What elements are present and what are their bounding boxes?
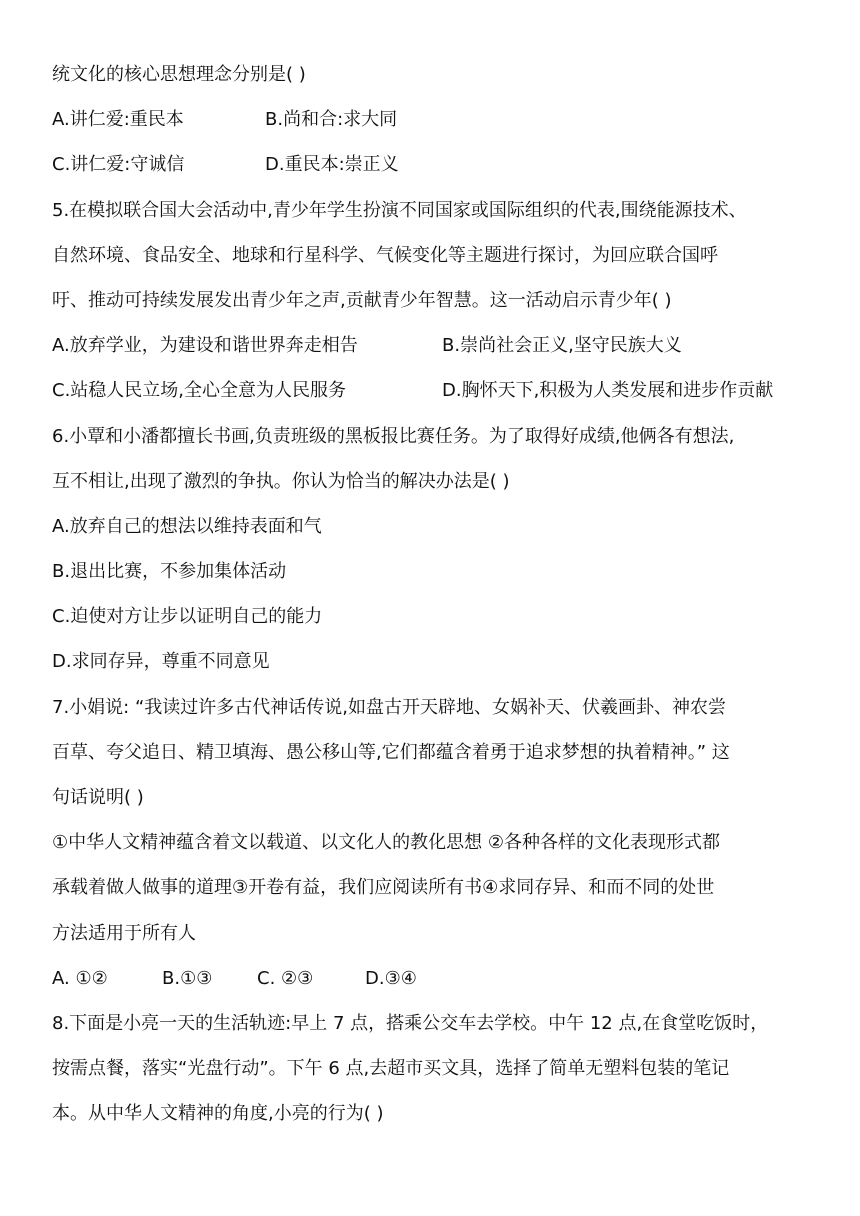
q4-option-c: C.讲仁爱:守诚信 (52, 154, 185, 176)
q5-options-row-1 (52, 323, 832, 368)
q7-option-b: B.①③ (162, 967, 213, 989)
q5-option-a: A.放弃学业，为建设和谐世界奔走相告 (52, 335, 358, 357)
q7-statements-line-2: 承载着做人做事的道理③开卷有益，我们应阅读所有书④求同存异、和而不同的处世 (52, 877, 715, 899)
q5-option-c: C.站稳人民立场,全心全意为人民服务 (52, 380, 347, 402)
q7-option-d: D.③④ (365, 967, 417, 989)
q5-stem-line-2: 自然环境、食品安全、地球和行星科学、气候变化等主题进行探讨，为回应联合国呼 (52, 244, 718, 266)
q5-stem-line-1: 5.在模拟联合国大会活动中,青少年学生扮演不同国家或国际组织的代表,围绕能源技术、 (52, 199, 747, 221)
document-page (52, 52, 832, 1137)
q7-stem-line-2: 百草、夸父追日、精卫填海、愚公移山等,它们都蕴含着勇于追求梦想的执着精神。” 这 (52, 741, 730, 763)
q8-stem-line-2: 按需点餐，落实“光盘行动”。下午 6 点,去超市买文具，选择了简单无塑料包装的笔记 (52, 1058, 730, 1080)
q7-option-c: C. ②③ (257, 967, 314, 989)
q4-option-d: D.重民本:崇正义 (265, 154, 399, 176)
q7-statements-line-1: ①中华人文精神蕴含着文以载道、以文化人的教化思想 ②各种各样的文化表现形式都 (52, 832, 720, 854)
q8-stem-line-1: 8.下面是小亮一天的生活轨迹:早上 7 点，搭乘公交车去学校。中午 12 点,在食堂吃饭时， (52, 1012, 769, 1034)
q4-options-row-1 (52, 97, 832, 142)
q4-stem-end: 统文化的核心思想理念分别是( ) (52, 64, 306, 85)
q6-stem-line-2: 互不相让,出现了激烈的争执。你认为恰当的解决办法是( ) (52, 470, 510, 492)
q7-options-row (52, 956, 832, 1001)
q5-option-d: D.胸怀天下,积极为人类发展和进步作贡献 (442, 380, 774, 402)
q5-option-b: B.崇尚社会正义,坚守民族大义 (442, 335, 682, 357)
q6-option-a: A.放弃自己的想法以维持表面和气 (52, 515, 322, 537)
q6-option-d: D.求同存异，尊重不同意见 (52, 651, 270, 673)
q4-option-b: B.尚和合:求大同 (265, 109, 398, 131)
q6-option-b: B.退出比赛，不参加集体活动 (52, 561, 287, 583)
q5-stem-line-3: 吁、推动可持续发展发出青少年之声,贡献青少年智慧。这一活动启示青少年( ) (52, 289, 672, 311)
q6-option-c: C.迫使对方让步以证明自己的能力 (52, 606, 323, 628)
q8-stem-line-3: 本。从中华人文精神的角度,小亮的行为( ) (52, 1103, 384, 1125)
q4-option-a: A.讲仁爱:重民本 (52, 109, 184, 131)
q6-stem-line-1: 6.小覃和小潘都擅长书画,负责班级的黑板报比赛任务。为了取得好成绩,他俩各有想法, (52, 425, 735, 447)
q4-options-row-2 (52, 142, 832, 187)
q7-stem-line-1: 7.小娟说: “我读过许多古代神话传说,如盘古开天辟地、女娲补天、伏羲画卦、神农尝 (52, 696, 727, 718)
q7-stem-line-3: 句话说明( ) (52, 787, 144, 808)
q5-options-row-2 (52, 368, 832, 413)
q7-option-a: A. ①② (52, 967, 108, 989)
q7-statements-line-3: 方法适用于所有人 (52, 922, 196, 944)
